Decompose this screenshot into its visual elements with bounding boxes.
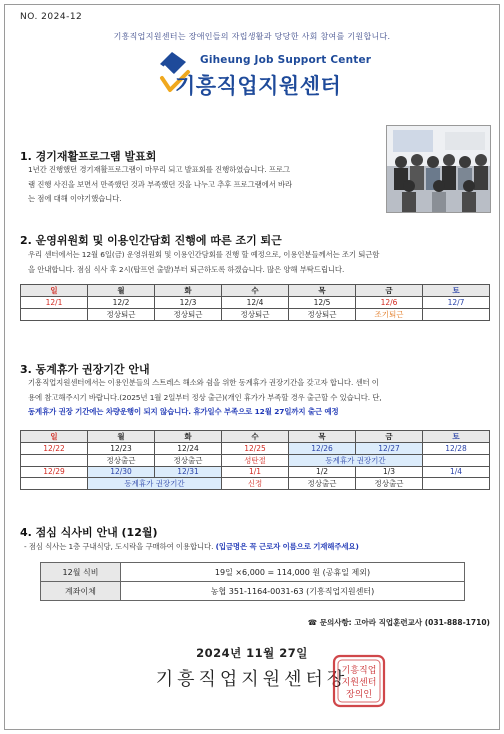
calendar-status-row [21,478,490,490]
date-cell: 1/2 [289,466,356,478]
date-cell: 12/27 [356,443,423,455]
status-cell: 정상퇴근 [88,308,155,320]
section-1-title: 1. 경기재활프로그램 발표회 [20,150,157,163]
status-cell: 동계휴가 권장기간 [88,478,222,490]
deposit-name-notice: (입금명은 꼭 근로자 이름으로 기재해주세요) [215,542,359,551]
winter-vacation-calendar [20,430,490,490]
weekday-cell: 토 [423,431,490,443]
seal-line: 장의인 [345,690,373,700]
meal-fee-label: 12월 식비 [41,563,121,582]
date-cell: 12/5 [289,297,356,309]
weekday-cell: 월 [88,431,155,443]
date-cell: 12/29 [21,466,88,478]
status-cell [423,308,490,320]
weekday-cell: 금 [356,285,423,297]
weekday-cell: 월 [88,285,155,297]
section-3-title: 3. 동계휴가 권장기간 안내 [20,363,150,376]
weekday-cell: 금 [356,431,423,443]
weekday-cell: 일 [21,431,88,443]
status-cell: 정상퇴근 [289,308,356,320]
bank-transfer-label: 계좌이체 [41,582,121,601]
weekday-cell: 목 [289,285,356,297]
calendar-date-row [21,443,490,455]
status-cell [21,308,88,320]
status-cell [423,454,490,466]
section-3-notice [28,405,494,420]
status-cell: 정상퇴근 [155,308,222,320]
intro-slogan: 기흥직업지원센터는 장애인들의 자립생활과 당당한 사회 참여를 기원합니다. [113,32,391,41]
section-4-title: 4. 점심 식사비 안내 (12월) [20,526,158,539]
date-cell: 12/31 [155,466,222,478]
date-cell: 12/26 [289,443,356,455]
date-cell: 12/7 [423,297,490,309]
status-cell: 신정 [222,478,289,490]
status-cell: 정상퇴근 [222,308,289,320]
director-signature: 기흥직업지원센터장 [155,669,349,690]
presentation-photo [386,125,491,213]
bank-transfer-value: 농협 351-1164-0031-63 (기흥직업지원센터) [121,582,465,601]
date-cell: 1/4 [423,466,490,478]
section-1-line: 1년간 진행했던 경기재활프로그램이 마무리 되고 발표회를 진행하였습니다. 프로그 [28,165,290,174]
section-1-line: 는 점에 대해 이야기했습니다. [28,194,122,203]
seal-line: 지원센터 [341,678,377,688]
section-2-line: 우리 센터에서는 12월 6일(금) 운영위원회 및 이용인간담회를 진행 할 예정으로, 이용인분들께서는 조기 퇴근함 [28,250,380,259]
status-cell: 정상출근 [289,478,356,490]
status-cell: 정상출근 [356,478,423,490]
section-3-line: 기흥직업지원센터에서는 이용인분들의 스트레스 해소와 쉼을 위한 동계휴가 권장기간을 갖고자 합니다. 센터 이 [28,378,379,387]
date-cell: 12/2 [88,297,155,309]
weekday-cell: 토 [423,285,490,297]
attendance-notice: 휴가일수 부족으로 12월 27일까지 출근 예정 [190,407,339,416]
weekday-cell: 목 [289,431,356,443]
date-cell: 12/1 [21,297,88,309]
status-cell [21,478,88,490]
section-3-body [28,376,494,420]
weekday-cell: 화 [155,431,222,443]
logo-english-name: Giheung Job Support Center [200,54,372,66]
section-2-title: 2. 운영위원회 및 이용인간담회 진행에 따른 조기 퇴근 [20,234,282,247]
meal-fee-value: 19일 ×6,000 = 114,000 원 (공휴일 제외) [121,563,465,582]
seal-line: 기흥직업 [341,666,377,676]
calendar-date-row [21,297,490,309]
weekday-cell: 수 [222,431,289,443]
date-cell: 12/28 [423,443,490,455]
date-cell: 12/6 [356,297,423,309]
inquiry-contact: ☎ 문의사항: 고아라 직업훈련교사 (031-888-1710) [307,618,490,627]
meal-intro-text: - 점심 식사는 1층 구내식당, 도시락을 구매하여 이용합니다. [24,542,214,551]
logo-korean-name: 기흥직업지원센터 [175,74,342,98]
meal-fee-table [40,562,465,601]
weekday-cell: 화 [155,285,222,297]
document-number: NO. 2024-12 [20,12,83,22]
status-cell: 정상출근 [155,454,222,466]
group-photo-image [387,126,491,213]
status-cell [423,478,490,490]
date-cell: 1/3 [356,466,423,478]
status-cell: 정상출근 [88,454,155,466]
early-leave-calendar [20,284,490,321]
date-cell: 12/23 [88,443,155,455]
date-cell: 12/22 [21,443,88,455]
date-cell: 12/4 [222,297,289,309]
calendar-status-row [21,308,490,320]
date-cell: 1/1 [222,466,289,478]
section-2-body [28,248,494,277]
section-1-body [28,163,384,207]
status-cell: 동계휴가 권장기간 [289,454,423,466]
vehicle-notice: 동계휴가 권장 기간에는 차량운행이 되지 않습니다. [28,407,191,416]
status-cell [21,454,88,466]
meal-fee-row [41,563,465,582]
calendar-date-row [21,466,490,478]
section-4-intro [24,540,494,555]
calendar-weekday-row [21,285,490,297]
weekday-cell: 일 [21,285,88,297]
calendar-weekday-row [21,431,490,443]
issue-date: 2024년 11월 27일 [196,646,308,660]
status-cell: 성탄절 [222,454,289,466]
section-3-line: 용에 참고해주시기 바랍니다.(2025년 1월 2일부터 정상 출근)(개인 휴가가 부족할 경우 출근할 수 있습니다. 단, [28,392,382,402]
status-cell: 조기퇴근 [356,308,423,320]
date-cell: 12/3 [155,297,222,309]
calendar-status-row [21,454,490,466]
date-cell: 12/24 [155,443,222,455]
section-2-line: 을 안내합니다. 점심 식사 후 2시(탑프연 출발)부터 퇴근하도록 하겠습니다. 많은 양해 부탁드립니다. [28,264,345,274]
date-cell: 12/25 [222,443,289,455]
date-cell: 12/30 [88,466,155,478]
weekday-cell: 수 [222,285,289,297]
official-seal-icon [332,654,386,708]
section-1-line: 램 진행 사진을 보면서 만족했던 것과 부족했던 것을 나누고 추후 프로그램에서 바라 [28,179,293,189]
bank-transfer-row [41,582,465,601]
